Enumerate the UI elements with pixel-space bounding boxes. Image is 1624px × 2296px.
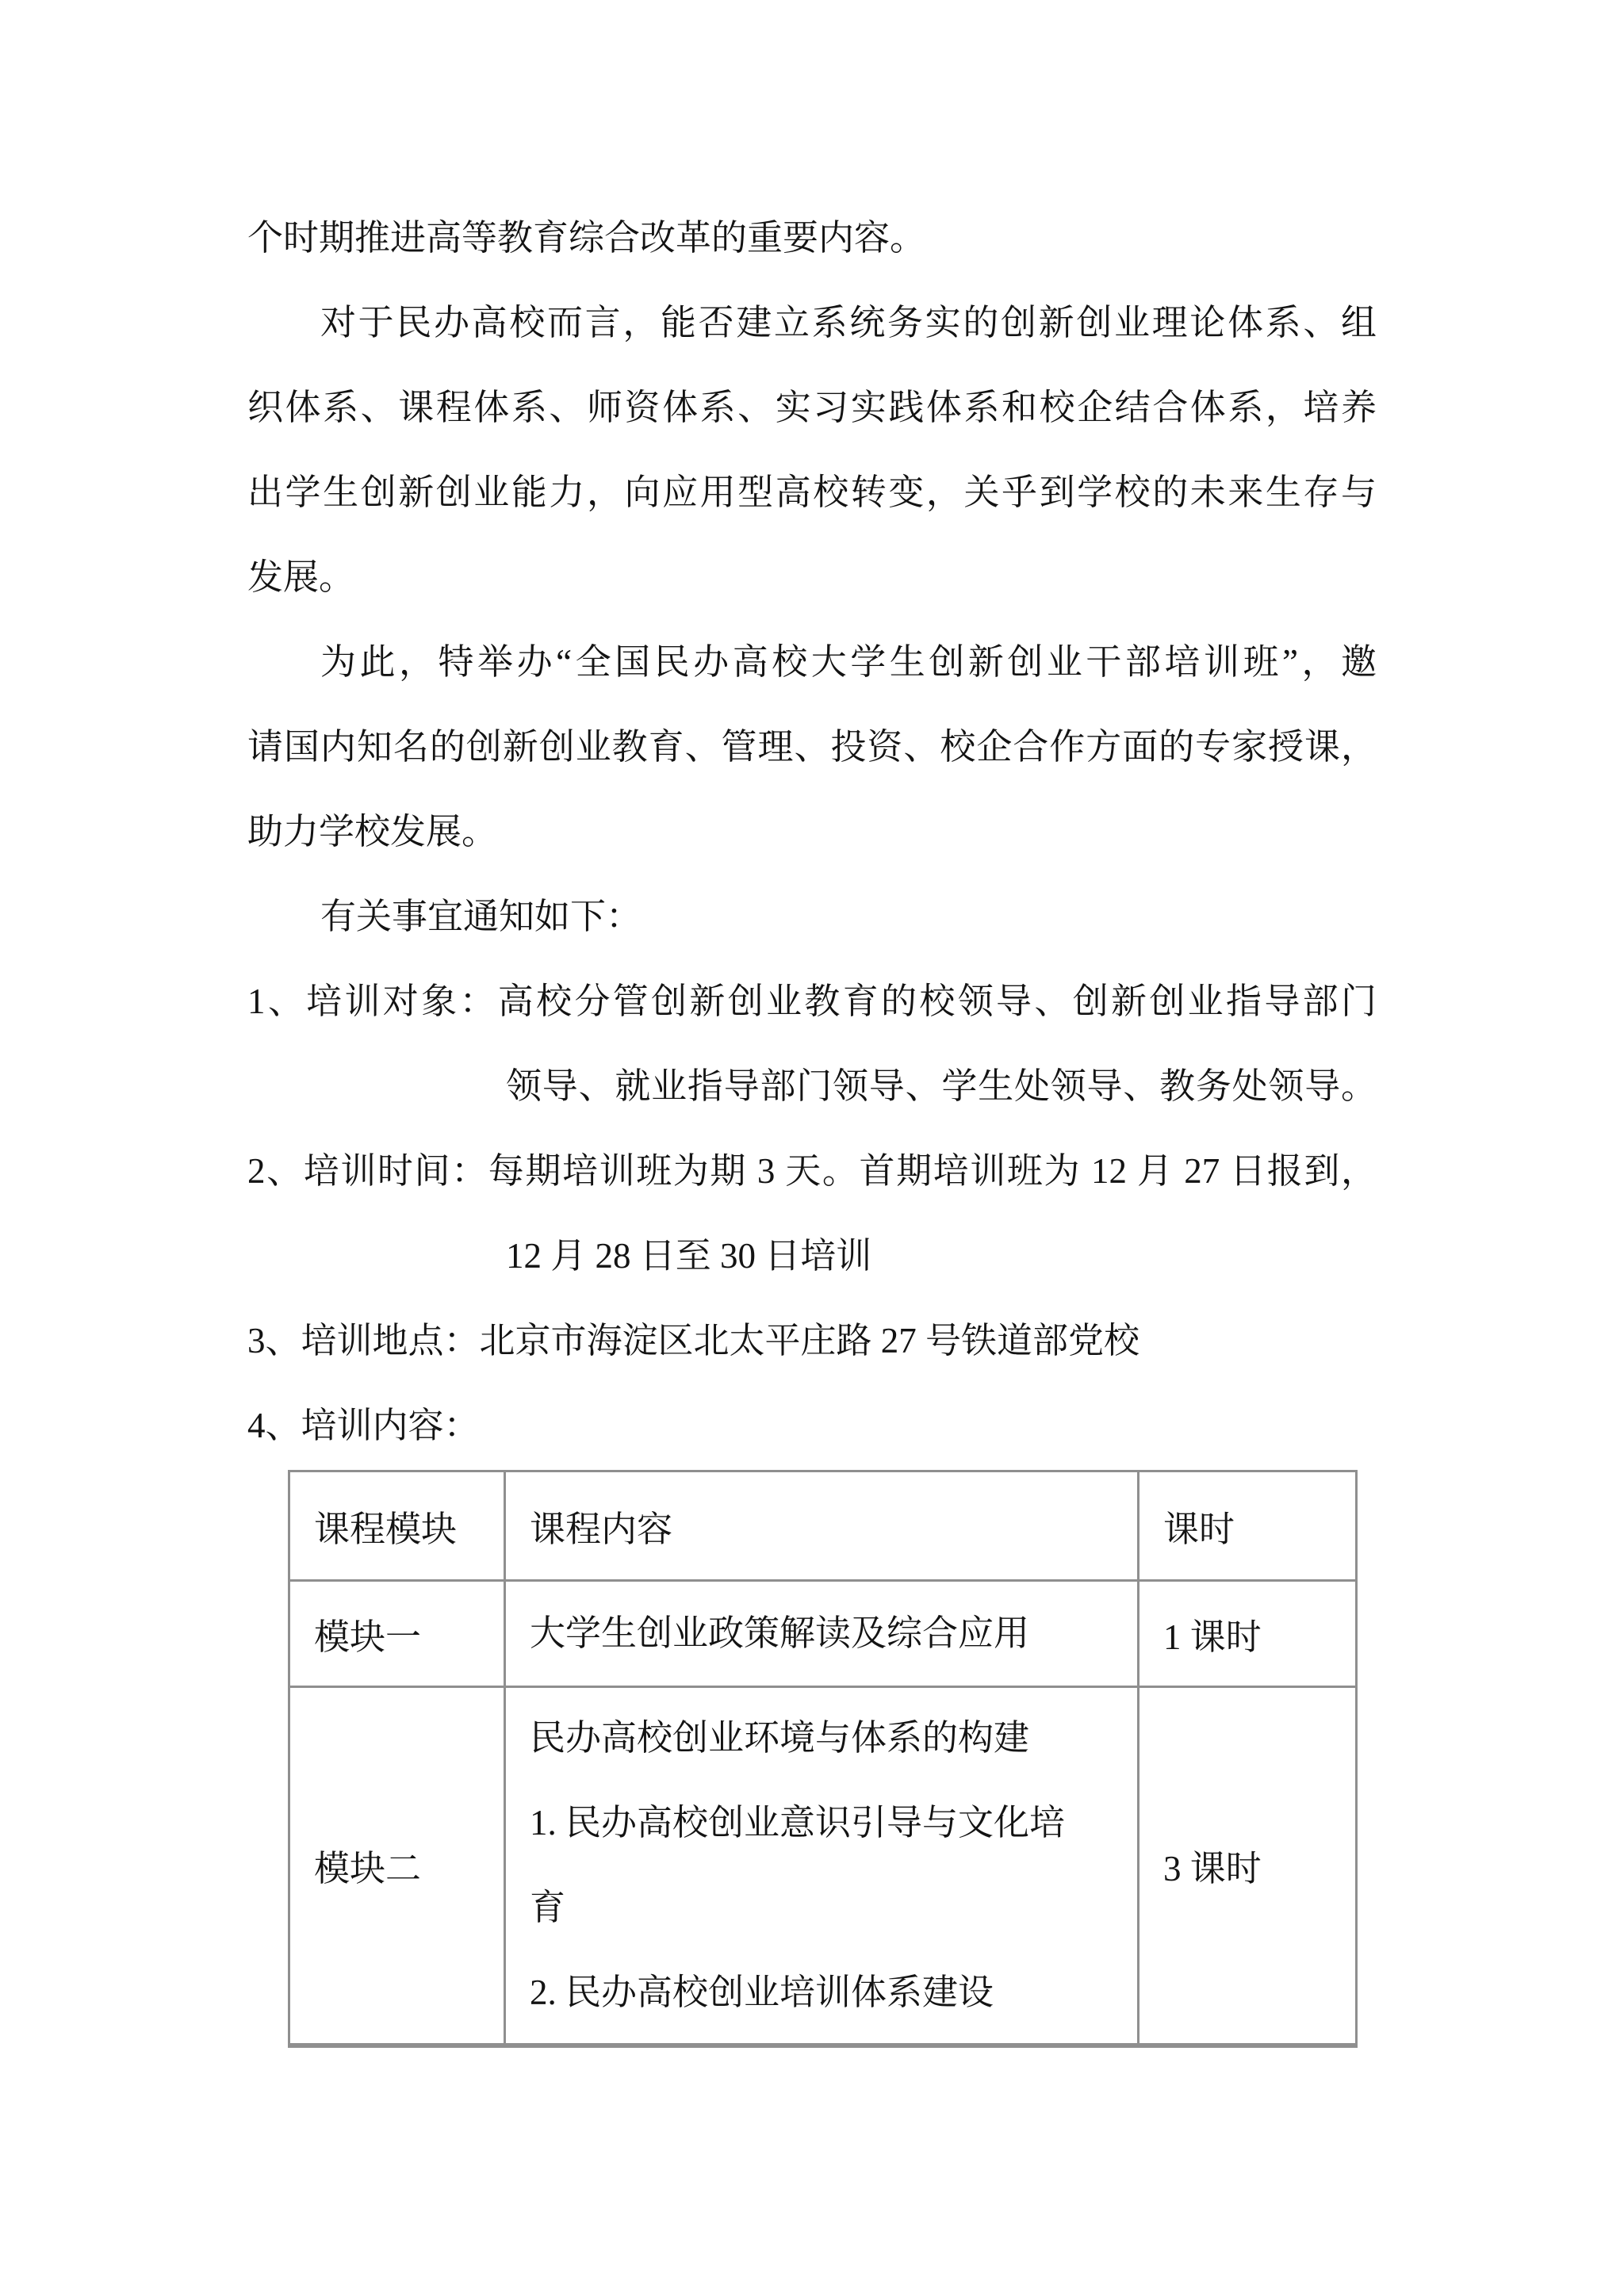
table-cell-content [505,1581,1139,1687]
list-item-line: 3、培训地点：北京市海淀区北太平庄路 27 号铁道部党校 [247,1321,1140,1360]
table-header-cell-hours: 课时 [1139,1471,1357,1581]
table-cell-hours: 1 课时 [1139,1581,1357,1687]
table-row [289,1687,1357,2045]
table-cell-module: 模块一 [289,1581,505,1687]
course-content-line: 民办高校创业环境与体系的构建 [530,1717,1030,1758]
course-content-line: 育 [530,1887,566,1927]
table-cell-module: 模块二 [289,1687,505,2045]
text-line: 助力学校发展。 [247,812,498,851]
text-line: 织体系、课程体系、师资体系、实习实践体系和校企结合体系，培养 [247,388,1377,427]
course-content-line: 1. 民办高校创业意识引导与文化培 [530,1802,1066,1843]
list-item-continuation: 12 月 28 日至 30 日培训 [506,1236,872,1276]
table-row [289,1581,1357,1687]
text-line: 出学生创新创业能力，向应用型高校转变，关乎到学校的未来生存与 [247,473,1377,512]
list-item-line: 4、培训内容： [247,1406,480,1445]
list-item-line: 2、培训时间：每期培训班为期 3 天。首期培训班为 12 月 27 日报到， [247,1151,1377,1191]
table-header-cell-content: 课程内容 [505,1471,1139,1581]
text-line: 为此，特举办“全国民办高校大学生创新创业干部培训班”，邀 [320,642,1377,682]
course-table [288,1470,1358,2048]
table-header-cell-module: 课程模块 [289,1471,505,1581]
text-line: 对于民办高校而言，能否建立系统务实的创新创业理论体系、组 [320,303,1377,342]
text-line: 发展。 [247,557,355,597]
text-line: 个时期推进高等教育综合改革的重要内容。 [247,218,926,258]
course-content-line: 大学生创业政策解读及综合应用 [530,1613,1030,1653]
course-content-line: 2. 民办高校创业培训体系建设 [530,1972,994,2012]
table-cell-content [505,1687,1139,2045]
list-item-continuation: 领导、就业指导部门领导、学生处领导、教务处领导。 [506,1066,1377,1106]
table-cell-hours: 3 课时 [1139,1687,1357,2045]
list-item-line: 1、培训对象：高校分管创新创业教育的校领导、创新创业指导部门 [247,982,1377,1021]
document-page [247,196,1377,2048]
table-header-row [289,1471,1357,1581]
text-line: 有关事宜通知如下： [320,897,642,936]
text-line: 请国内知名的创新创业教育、管理、投资、校企合作方面的专家授课， [247,727,1377,767]
